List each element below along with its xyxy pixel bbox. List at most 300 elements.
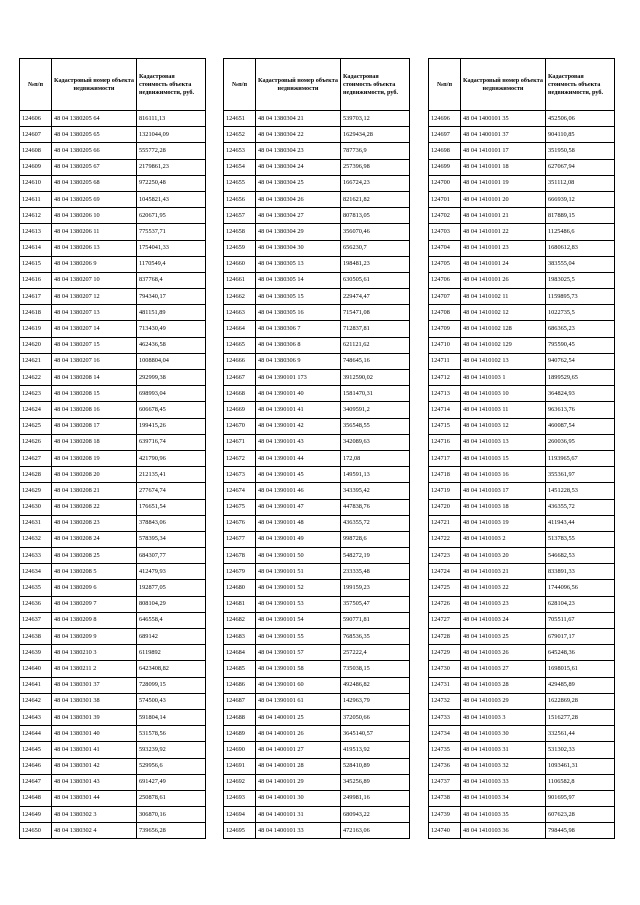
table-row <box>224 143 410 159</box>
table-row <box>224 596 410 612</box>
cell-cadastral-value: 212135,41 <box>137 467 206 483</box>
cell-cadastral-number: 48 04 1410103 32 <box>461 758 546 774</box>
cell-cadastral-number: 48 04 1380305 15 <box>256 289 341 305</box>
table-row <box>429 467 615 483</box>
table-row <box>429 693 615 709</box>
cell-cadastral-number: 48 04 1390101 42 <box>256 418 341 434</box>
table-row <box>429 677 615 693</box>
cell-cadastral-number: 48 04 1400101 25 <box>256 709 341 725</box>
cell-cadastral-value: 199159,23 <box>341 580 410 596</box>
table-row <box>224 450 410 466</box>
cell-cadastral-number: 48 04 1390101 51 <box>256 564 341 580</box>
table-row <box>429 434 615 450</box>
cell-cadastral-number: 48 04 1380304 30 <box>256 240 341 256</box>
table-row <box>429 191 615 207</box>
cell-cadastral-value: 176651,54 <box>137 499 206 515</box>
table-row <box>20 450 206 466</box>
cell-cadastral-number: 48 04 1380208 15 <box>52 386 137 402</box>
cell-number: 124653 <box>224 143 256 159</box>
cell-cadastral-value: 833891,33 <box>546 564 615 580</box>
table-row <box>429 208 615 224</box>
cell-number: 124738 <box>429 790 461 806</box>
table-row <box>20 402 206 418</box>
cell-number: 124656 <box>224 191 256 207</box>
cell-number: 124719 <box>429 483 461 499</box>
cell-cadastral-number: 48 04 1380207 15 <box>52 337 137 353</box>
table-row <box>429 386 615 402</box>
cadastral-table-1 <box>19 58 206 839</box>
header-cadastral-number: Кадастровый номер объекта недвижимости <box>52 59 137 111</box>
cell-number: 124649 <box>20 807 52 823</box>
table-row <box>429 175 615 191</box>
cell-cadastral-number: 48 04 1380209 7 <box>52 596 137 612</box>
cell-number: 124724 <box>429 564 461 580</box>
cell-cadastral-value: 364824,93 <box>546 386 615 402</box>
cell-number: 124618 <box>20 305 52 321</box>
cell-cadastral-value: 356070,46 <box>341 224 410 240</box>
cell-cadastral-value: 787736,9 <box>341 143 410 159</box>
cell-number: 124661 <box>224 272 256 288</box>
table-row <box>20 499 206 515</box>
table-row <box>429 272 615 288</box>
cell-cadastral-value: 292999,38 <box>137 370 206 386</box>
cell-cadastral-number: 48 04 1380301 39 <box>52 709 137 725</box>
cell-number: 124740 <box>429 823 461 839</box>
cell-cadastral-value: 1754041,33 <box>137 240 206 256</box>
cell-cadastral-value: 639716,74 <box>137 434 206 450</box>
cell-number: 124715 <box>429 418 461 434</box>
cell-cadastral-number: 48 04 1410101 21 <box>461 208 546 224</box>
cell-cadastral-value: 1193965,67 <box>546 450 615 466</box>
cell-cadastral-value: 630505,61 <box>341 272 410 288</box>
cell-cadastral-number: 48 04 1410102 128 <box>461 321 546 337</box>
table-row <box>224 612 410 628</box>
cell-number: 124721 <box>429 515 461 531</box>
cell-cadastral-number: 48 04 1380208 5 <box>52 564 137 580</box>
cell-cadastral-value: 1622869,28 <box>546 693 615 709</box>
cell-number: 124699 <box>429 159 461 175</box>
cell-cadastral-number: 48 04 1410103 24 <box>461 612 546 628</box>
cell-cadastral-value: 412479,93 <box>137 564 206 580</box>
cell-cadastral-number: 48 04 1410103 30 <box>461 726 546 742</box>
cell-number: 124660 <box>224 256 256 272</box>
table-row <box>429 127 615 143</box>
cell-cadastral-value: 837768,4 <box>137 272 206 288</box>
cell-cadastral-value: 1516277,28 <box>546 709 615 725</box>
cell-cadastral-value: 627067,94 <box>546 159 615 175</box>
cell-cadastral-value: 1022735,5 <box>546 305 615 321</box>
cell-cadastral-value: 1093461,31 <box>546 758 615 774</box>
table-row <box>224 370 410 386</box>
cell-cadastral-value: 904110,85 <box>546 127 615 143</box>
cell-number: 124630 <box>20 499 52 515</box>
cell-cadastral-value: 460087,54 <box>546 418 615 434</box>
cell-cadastral-number: 48 04 1410103 28 <box>461 677 546 693</box>
cell-cadastral-value: 6423408,82 <box>137 661 206 677</box>
cell-cadastral-value: 192877,05 <box>137 580 206 596</box>
cell-cadastral-value: 1983025,5 <box>546 272 615 288</box>
table-row <box>224 677 410 693</box>
table-row <box>224 256 410 272</box>
cell-cadastral-number: 48 04 1380210 3 <box>52 645 137 661</box>
cell-cadastral-number: 48 04 1390101 49 <box>256 531 341 547</box>
cell-cadastral-number: 48 04 1400101 29 <box>256 774 341 790</box>
cell-number: 124654 <box>224 159 256 175</box>
cell-cadastral-value: 142963,79 <box>341 693 410 709</box>
cell-number: 124644 <box>20 726 52 742</box>
cell-cadastral-number: 48 04 1390101 48 <box>256 515 341 531</box>
cell-cadastral-value: 798445,98 <box>546 823 615 839</box>
table-row <box>224 208 410 224</box>
cell-number: 124728 <box>429 629 461 645</box>
cell-number: 124690 <box>224 742 256 758</box>
cell-cadastral-value: 436355,72 <box>341 515 410 531</box>
cell-cadastral-number: 48 04 1400101 35 <box>461 111 546 127</box>
cell-cadastral-value: 257396,98 <box>341 159 410 175</box>
cell-cadastral-number: 48 04 1380208 14 <box>52 370 137 386</box>
table-row <box>224 289 410 305</box>
cell-number: 124625 <box>20 418 52 434</box>
table-row <box>429 774 615 790</box>
table-row <box>429 823 615 839</box>
cell-cadastral-value: 2179861,23 <box>137 159 206 175</box>
cell-cadastral-value: 705511,67 <box>546 612 615 628</box>
cell-cadastral-number: 48 04 1380304 25 <box>256 175 341 191</box>
table-row <box>20 305 206 321</box>
cell-number: 124662 <box>224 289 256 305</box>
cell-number: 124706 <box>429 272 461 288</box>
cell-number: 124651 <box>224 111 256 127</box>
cell-cadastral-number: 48 04 1380207 16 <box>52 353 137 369</box>
table-row <box>20 370 206 386</box>
cell-cadastral-value: 794340,17 <box>137 289 206 305</box>
table-row <box>20 629 206 645</box>
cell-cadastral-value: 233335,48 <box>341 564 410 580</box>
table-row <box>224 191 410 207</box>
header-cadastral-number: Кадастровый номер объекта недвижимости <box>461 59 546 111</box>
cell-number: 124709 <box>429 321 461 337</box>
cell-number: 124615 <box>20 256 52 272</box>
cell-cadastral-value: 578395,34 <box>137 531 206 547</box>
table-row <box>224 726 410 742</box>
cell-cadastral-value: 342089,63 <box>341 434 410 450</box>
cell-number: 124734 <box>429 726 461 742</box>
table-row <box>429 580 615 596</box>
cell-number: 124688 <box>224 709 256 725</box>
header-cadastral-number: Кадастровый номер объекта недвижимости <box>256 59 341 111</box>
table-row <box>429 321 615 337</box>
cell-cadastral-number: 48 04 1380305 13 <box>256 256 341 272</box>
cell-cadastral-number: 48 04 1380207 14 <box>52 321 137 337</box>
cell-number: 124610 <box>20 175 52 191</box>
table-row <box>224 564 410 580</box>
cell-number: 124713 <box>429 386 461 402</box>
cell-cadastral-value: 531302,33 <box>546 742 615 758</box>
cell-cadastral-value: 684307,77 <box>137 548 206 564</box>
cell-number: 124717 <box>429 450 461 466</box>
cell-cadastral-number: 48 04 1390101 40 <box>256 386 341 402</box>
table-row <box>224 693 410 709</box>
table-row <box>224 175 410 191</box>
cell-cadastral-value: 472163,06 <box>341 823 410 839</box>
table-row <box>224 402 410 418</box>
cell-cadastral-value: 1899529,65 <box>546 370 615 386</box>
cell-number: 124614 <box>20 240 52 256</box>
cell-number: 124611 <box>20 191 52 207</box>
cell-number: 124655 <box>224 175 256 191</box>
cell-cadastral-number: 48 04 1390101 54 <box>256 612 341 628</box>
cell-cadastral-value: 901695,97 <box>546 790 615 806</box>
cell-number: 124657 <box>224 208 256 224</box>
cell-number: 124716 <box>429 434 461 450</box>
table-row <box>429 402 615 418</box>
cell-cadastral-value: 306870,16 <box>137 807 206 823</box>
cell-cadastral-value: 249981,16 <box>341 790 410 806</box>
table-row <box>429 758 615 774</box>
cell-cadastral-number: 48 04 1390101 60 <box>256 677 341 693</box>
cell-number: 124697 <box>429 127 461 143</box>
cell-cadastral-number: 48 04 1380206 9 <box>52 256 137 272</box>
table-row <box>429 483 615 499</box>
table-row <box>429 726 615 742</box>
cell-cadastral-value: 492486,82 <box>341 677 410 693</box>
cell-cadastral-value: 199415,26 <box>137 418 206 434</box>
cell-cadastral-number: 48 04 1380306 7 <box>256 321 341 337</box>
cell-cadastral-number: 48 04 1390101 47 <box>256 499 341 515</box>
cell-cadastral-value: 257222,4 <box>341 645 410 661</box>
cell-cadastral-number: 48 04 1380206 11 <box>52 224 137 240</box>
cell-number: 124658 <box>224 224 256 240</box>
table-row <box>20 693 206 709</box>
cell-number: 124720 <box>429 499 461 515</box>
cell-cadastral-number: 48 04 1410102 129 <box>461 337 546 353</box>
cell-cadastral-value: 447838,76 <box>341 499 410 515</box>
cell-cadastral-value: 715471,08 <box>341 305 410 321</box>
cell-cadastral-number: 48 04 1380301 42 <box>52 758 137 774</box>
table-body <box>429 111 615 839</box>
cell-cadastral-value: 172,08 <box>341 450 410 466</box>
table-row <box>429 143 615 159</box>
cell-number: 124608 <box>20 143 52 159</box>
cell-cadastral-number: 48 04 1380207 10 <box>52 272 137 288</box>
table-row <box>20 564 206 580</box>
table-row <box>429 499 615 515</box>
table-row <box>224 758 410 774</box>
table-row <box>20 272 206 288</box>
table-row <box>429 548 615 564</box>
cell-number: 124626 <box>20 434 52 450</box>
cell-number: 124619 <box>20 321 52 337</box>
cell-cadastral-number: 48 04 1410101 17 <box>461 143 546 159</box>
table-row <box>20 337 206 353</box>
table-row <box>224 240 410 256</box>
cell-cadastral-number: 48 04 1410101 18 <box>461 159 546 175</box>
cell-number: 124613 <box>20 224 52 240</box>
table-row <box>20 548 206 564</box>
cell-number: 124693 <box>224 790 256 806</box>
table-row <box>20 531 206 547</box>
table-row <box>429 629 615 645</box>
table-row <box>429 289 615 305</box>
cell-number: 124646 <box>20 758 52 774</box>
cell-number: 124689 <box>224 726 256 742</box>
table-row <box>20 191 206 207</box>
cell-number: 124668 <box>224 386 256 402</box>
cell-number: 124642 <box>20 693 52 709</box>
cadastral-table-2 <box>223 58 410 839</box>
cell-cadastral-value: 748645,16 <box>341 353 410 369</box>
cell-cadastral-value: 691427,49 <box>137 774 206 790</box>
table-row <box>20 515 206 531</box>
cell-number: 124710 <box>429 337 461 353</box>
cell-cadastral-number: 48 04 1390101 173 <box>256 370 341 386</box>
cell-number: 124672 <box>224 450 256 466</box>
cell-number: 124685 <box>224 661 256 677</box>
cell-cadastral-value: 1451228,53 <box>546 483 615 499</box>
table-row <box>429 305 615 321</box>
table-row <box>20 580 206 596</box>
cell-cadastral-value: 452506,06 <box>546 111 615 127</box>
table-row <box>429 596 615 612</box>
table-header-row <box>429 59 615 111</box>
cell-cadastral-number: 48 04 1410103 27 <box>461 661 546 677</box>
cell-number: 124664 <box>224 321 256 337</box>
cell-cadastral-number: 48 04 1410103 19 <box>461 515 546 531</box>
table-row <box>20 661 206 677</box>
cell-number: 124623 <box>20 386 52 402</box>
cell-number: 124635 <box>20 580 52 596</box>
cell-cadastral-number: 48 04 1380208 17 <box>52 418 137 434</box>
cell-cadastral-value: 198481,23 <box>341 256 410 272</box>
table-row <box>20 256 206 272</box>
cell-cadastral-number: 48 04 1380205 69 <box>52 191 137 207</box>
table-row <box>224 353 410 369</box>
cell-cadastral-value: 528410,89 <box>341 758 410 774</box>
cell-cadastral-value: 593239,92 <box>137 742 206 758</box>
cell-number: 124701 <box>429 191 461 207</box>
cell-number: 124621 <box>20 353 52 369</box>
table-row <box>20 175 206 191</box>
cell-number: 124732 <box>429 693 461 709</box>
table-row <box>224 127 410 143</box>
cell-cadastral-number: 48 04 1410103 17 <box>461 483 546 499</box>
cell-number: 124681 <box>224 596 256 612</box>
table-row <box>429 742 615 758</box>
cell-number: 124692 <box>224 774 256 790</box>
cell-cadastral-number: 48 04 1410101 26 <box>461 272 546 288</box>
table-row <box>224 159 410 175</box>
cell-number: 124730 <box>429 661 461 677</box>
cell-number: 124687 <box>224 693 256 709</box>
cell-cadastral-value: 816111,13 <box>137 111 206 127</box>
table-row <box>20 612 206 628</box>
cell-number: 124641 <box>20 677 52 693</box>
cell-number: 124671 <box>224 434 256 450</box>
table-row <box>429 370 615 386</box>
table-row <box>20 353 206 369</box>
cell-cadastral-value: 1581470,31 <box>341 386 410 402</box>
table-row <box>20 418 206 434</box>
cell-cadastral-value: 481151,89 <box>137 305 206 321</box>
table-row <box>224 807 410 823</box>
cell-cadastral-number: 48 04 1380208 22 <box>52 499 137 515</box>
cell-cadastral-value: 1698015,61 <box>546 661 615 677</box>
cell-cadastral-number: 48 04 1380302 4 <box>52 823 137 839</box>
cell-cadastral-number: 48 04 1380304 26 <box>256 191 341 207</box>
cell-cadastral-number: 48 04 1400101 31 <box>256 807 341 823</box>
cell-cadastral-number: 48 04 1380301 41 <box>52 742 137 758</box>
cell-cadastral-value: 739656,28 <box>137 823 206 839</box>
cell-cadastral-number: 48 04 1380208 23 <box>52 515 137 531</box>
cell-cadastral-value: 539703,12 <box>341 111 410 127</box>
cell-number: 124624 <box>20 402 52 418</box>
table-body <box>224 111 410 839</box>
table-row <box>224 629 410 645</box>
cell-number: 124612 <box>20 208 52 224</box>
cell-number: 124684 <box>224 645 256 661</box>
cell-cadastral-number: 48 04 1390101 44 <box>256 450 341 466</box>
cell-cadastral-value: 712837,81 <box>341 321 410 337</box>
cell-cadastral-value: 686365,23 <box>546 321 615 337</box>
table-row <box>224 580 410 596</box>
cell-cadastral-number: 48 04 1410103 34 <box>461 790 546 806</box>
cell-cadastral-number: 48 04 1390101 45 <box>256 467 341 483</box>
header-cadastral-value: Кадастровая стоимость объекта недвижимости, руб. <box>341 59 410 111</box>
cell-cadastral-value: 1680612,83 <box>546 240 615 256</box>
cell-cadastral-number: 48 04 1380205 67 <box>52 159 137 175</box>
table-row <box>429 612 615 628</box>
cell-cadastral-number: 48 04 1390101 55 <box>256 629 341 645</box>
cell-number: 124675 <box>224 499 256 515</box>
cell-cadastral-number: 48 04 1380304 22 <box>256 127 341 143</box>
cell-cadastral-number: 48 04 1380207 13 <box>52 305 137 321</box>
table-row <box>20 596 206 612</box>
cell-cadastral-value: 607623,28 <box>546 807 615 823</box>
cell-cadastral-value: 351950,58 <box>546 143 615 159</box>
cell-cadastral-number: 48 04 1390101 53 <box>256 596 341 612</box>
cell-cadastral-value: 1629434,28 <box>341 127 410 143</box>
cell-cadastral-number: 48 04 1380209 9 <box>52 629 137 645</box>
table-row <box>429 709 615 725</box>
cell-cadastral-number: 48 04 1410103 25 <box>461 629 546 645</box>
cell-number: 124712 <box>429 370 461 386</box>
table-row <box>20 677 206 693</box>
table-row <box>429 790 615 806</box>
table-row <box>224 111 410 127</box>
cell-cadastral-value: 546682,53 <box>546 548 615 564</box>
cell-cadastral-number: 48 04 1380208 21 <box>52 483 137 499</box>
table-row <box>224 418 410 434</box>
cell-cadastral-number: 48 04 1410103 29 <box>461 693 546 709</box>
cell-number: 124703 <box>429 224 461 240</box>
cell-number: 124606 <box>20 111 52 127</box>
table-row <box>20 240 206 256</box>
cell-cadastral-value: 1744096,56 <box>546 580 615 596</box>
table-row <box>224 483 410 499</box>
table-row <box>224 548 410 564</box>
table-row <box>20 807 206 823</box>
cell-cadastral-value: 656230,7 <box>341 240 410 256</box>
table-row <box>224 321 410 337</box>
cell-cadastral-number: 48 04 1380205 65 <box>52 127 137 143</box>
cell-cadastral-number: 48 04 1380205 68 <box>52 175 137 191</box>
table-row <box>20 111 206 127</box>
table-row <box>224 823 410 839</box>
cell-cadastral-value: 807813,05 <box>341 208 410 224</box>
table-row <box>429 240 615 256</box>
table-row <box>429 111 615 127</box>
table-row <box>224 645 410 661</box>
